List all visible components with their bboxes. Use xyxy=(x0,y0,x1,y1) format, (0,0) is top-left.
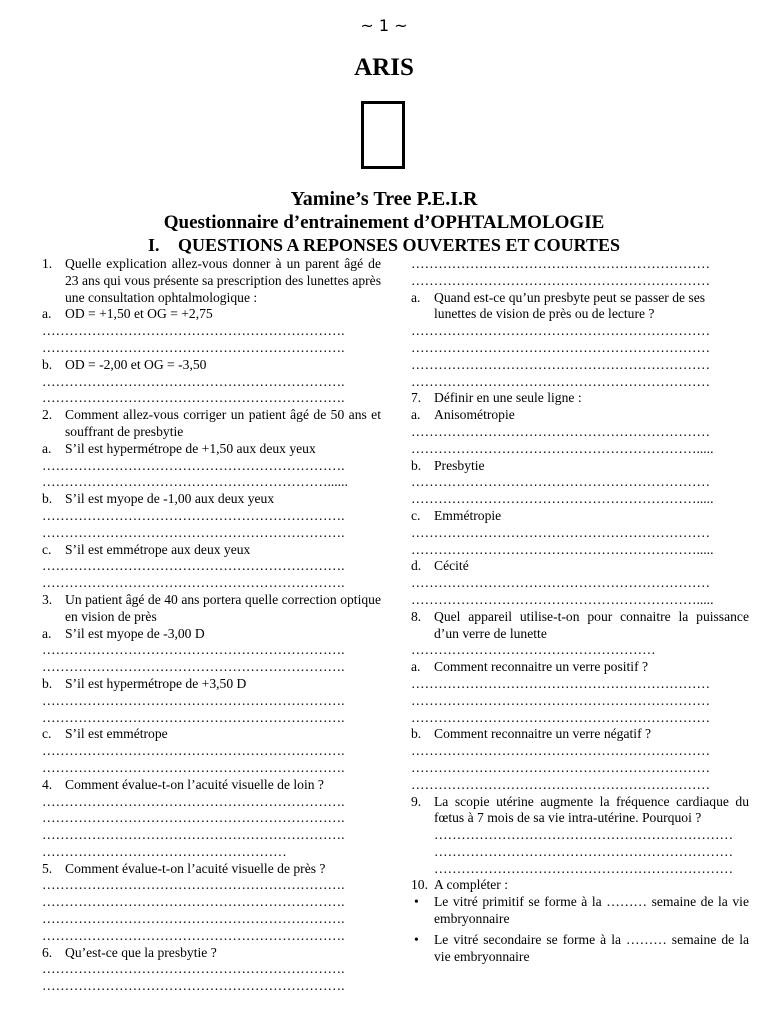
answer-line: ………………………………………………………..... xyxy=(411,440,714,456)
answer-line: ………………………………………………………… xyxy=(411,776,711,792)
answer-line: ………………………………………………………… xyxy=(434,827,734,843)
question-8: 8. Quel appareil utilise-t-on pour connaitre la puissance d’un verre de lunette xyxy=(411,608,749,641)
answer-line: …………………………………………………………. xyxy=(42,659,345,675)
answer-line: …………………………………………………………. xyxy=(42,339,345,355)
answer-line: ………………………………………………………… xyxy=(411,272,711,288)
section-title: QUESTIONS A REPONSES OUVERTES ET COURTES xyxy=(177,235,621,255)
answer-line: …………………………………………………………. xyxy=(42,457,345,473)
answer-line: ………………………………………………………… xyxy=(411,692,711,708)
answer-line: ………………………………………………………… xyxy=(411,373,711,389)
answer-line: ………………………………………………………… xyxy=(411,256,711,271)
question-7a: a. Anisométropie xyxy=(411,407,515,423)
answer-line: ………………………………………………………… xyxy=(411,759,711,775)
answer-line: ………………………………………………………… xyxy=(411,323,711,339)
answer-line: ………………………………………………………...... xyxy=(42,474,348,490)
answer-line: ………………………………………………………… xyxy=(434,843,734,859)
answer-line: ………………………………………………………… xyxy=(411,423,711,439)
answer-line: ………………………………………………………… xyxy=(411,675,711,691)
answer-line: ………………………………………………………..... xyxy=(411,591,714,607)
page-number: ~ 1 ~ xyxy=(360,16,408,35)
question-2a: a. S’il est hypermétrope de +1,50 aux deux yeux xyxy=(42,440,316,456)
section-heading xyxy=(0,235,768,256)
answer-line: …………………………………………………………. xyxy=(42,743,345,759)
bullet-item-1: • Le vitré primitif se forme à la ……… semaine de la vie embryonnaire xyxy=(414,894,749,927)
answer-line: …………………………………………………………. xyxy=(42,961,345,977)
bullet-item-2: • Le vitré secondaire se forme à la ……… semaine de la vie embryonnaire xyxy=(414,931,749,964)
question-6a: a. Quand est-ce qu’un presbyte peut se passer de ses lunettes de vision de près ou de lecture ? xyxy=(411,289,706,322)
questionnaire-title: Questionnaire d’entrainement d’OPHTALMOLOGIE xyxy=(163,212,605,233)
question-1b: b. OD = -2,00 et OG = -3,50 xyxy=(42,356,207,372)
question-3c: c. S’il est emmétrope xyxy=(42,726,168,742)
question-1: 1. Quelle explication allez-vous donner à un parent âgé de 23 ans qui vous présente sa prescription des lunettes après une consultation ophtalmologique : xyxy=(42,256,381,305)
answer-line: ………………………………………………………… xyxy=(434,860,734,876)
answer-line: …………………………………………………………. xyxy=(42,877,345,893)
answer-line: ………………………………………………………… xyxy=(411,743,711,759)
answer-line: …………………………………………………………. xyxy=(42,810,345,826)
answer-line: ………………………………………………………… xyxy=(411,524,711,540)
answer-line: ………………………………………………………..... xyxy=(411,491,714,507)
answer-line: ………………………………………………………… xyxy=(411,356,711,372)
bullet-icon: • xyxy=(414,894,419,910)
answer-line: …………………………………………………………. xyxy=(42,827,345,843)
question-3a: a. S’il est myope de -3,00 D xyxy=(42,625,205,641)
question-3b: b. S’il est hypermétrope de +3,50 D xyxy=(42,675,247,691)
question-8b: b. Comment reconnaitre un verre négatif ? xyxy=(411,726,652,742)
question-7c: c. Emmétropie xyxy=(411,507,502,523)
question-8a: a. Comment reconnaitre un verre positif ? xyxy=(411,659,649,675)
answer-line: …………………………………………………………. xyxy=(42,978,345,994)
answer-line: …………………………………………………………. xyxy=(42,642,345,658)
answer-line: ………………………………………………………… xyxy=(411,474,711,490)
question-1a: a. OD = +1,50 et OG = +2,75 xyxy=(42,306,213,322)
answer-line: ………………………………………………………… xyxy=(411,709,711,725)
org-title: ARIS xyxy=(354,54,414,81)
answer-line: ……………………………………………… xyxy=(411,642,656,658)
author-title: Yamine’s Tree P.E.I.R xyxy=(290,188,478,210)
answer-line: …………………………………………………………. xyxy=(42,390,345,406)
question-4: 4. Comment évalue-t-on l’acuité visuelle de loin ? xyxy=(42,776,324,792)
answer-line: …………………………………………………………. xyxy=(42,894,345,910)
answer-line: …………………………………………………………. xyxy=(42,759,345,775)
question-2b: b. S’il est myope de -1,00 aux deux yeux xyxy=(42,491,275,507)
question-6: 6. Qu’est-ce que la presbytie ? xyxy=(42,944,217,960)
answer-line: …………………………………………………………. xyxy=(42,692,345,708)
question-7b: b. Presbytie xyxy=(411,457,485,473)
bullet-icon: • xyxy=(414,931,419,947)
answer-line: …………………………………………………………. xyxy=(42,927,345,943)
question-9: 9. La scopie utérine augmente la fréquence cardiaque du fœtus à 7 mois de sa vie intra-utérine. Pourquoi ? xyxy=(411,793,749,826)
answer-line: …………………………………………………………. xyxy=(42,323,345,339)
question-7d: d. Cécité xyxy=(411,558,469,574)
answer-line: …………………………………………………………. xyxy=(42,709,345,725)
answer-line: …………………………………………………………. xyxy=(42,373,345,389)
answer-line: …………………………………………………………. xyxy=(42,507,345,523)
answer-line: ……………………………………………… xyxy=(42,843,287,859)
answer-line: ………………………………………………………… xyxy=(411,339,711,355)
answer-line: ………………………………………………………..... xyxy=(411,541,714,557)
answer-line: …………………………………………………………. xyxy=(42,524,345,540)
right-column xyxy=(411,256,749,965)
answer-line: …………………………………………………………. xyxy=(42,575,345,591)
question-5: 5. Comment évalue-t-on l’acuité visuelle de près ? xyxy=(42,860,326,876)
question-7: 7. Définir en une seule ligne : xyxy=(411,390,582,406)
question-3: 3. Un patient âgé de 40 ans portera quelle correction optique en vision de près xyxy=(42,591,381,624)
answer-line: …………………………………………………………. xyxy=(42,793,345,809)
left-column xyxy=(42,256,381,995)
answer-line: …………………………………………………………. xyxy=(42,558,345,574)
question-2: 2. Comment allez-vous corriger un patient âgé de 50 ans et souffrant de presbytie xyxy=(42,407,381,439)
section-roman: I. xyxy=(147,235,160,255)
question-10: 10. A compléter : xyxy=(411,877,508,893)
question-2c: c. S’il est emmétrope aux deux yeux xyxy=(42,541,251,557)
answer-line: ………………………………………………………… xyxy=(411,575,711,591)
missing-glyph-icon xyxy=(361,101,405,169)
answer-line: …………………………………………………………. xyxy=(42,911,345,927)
